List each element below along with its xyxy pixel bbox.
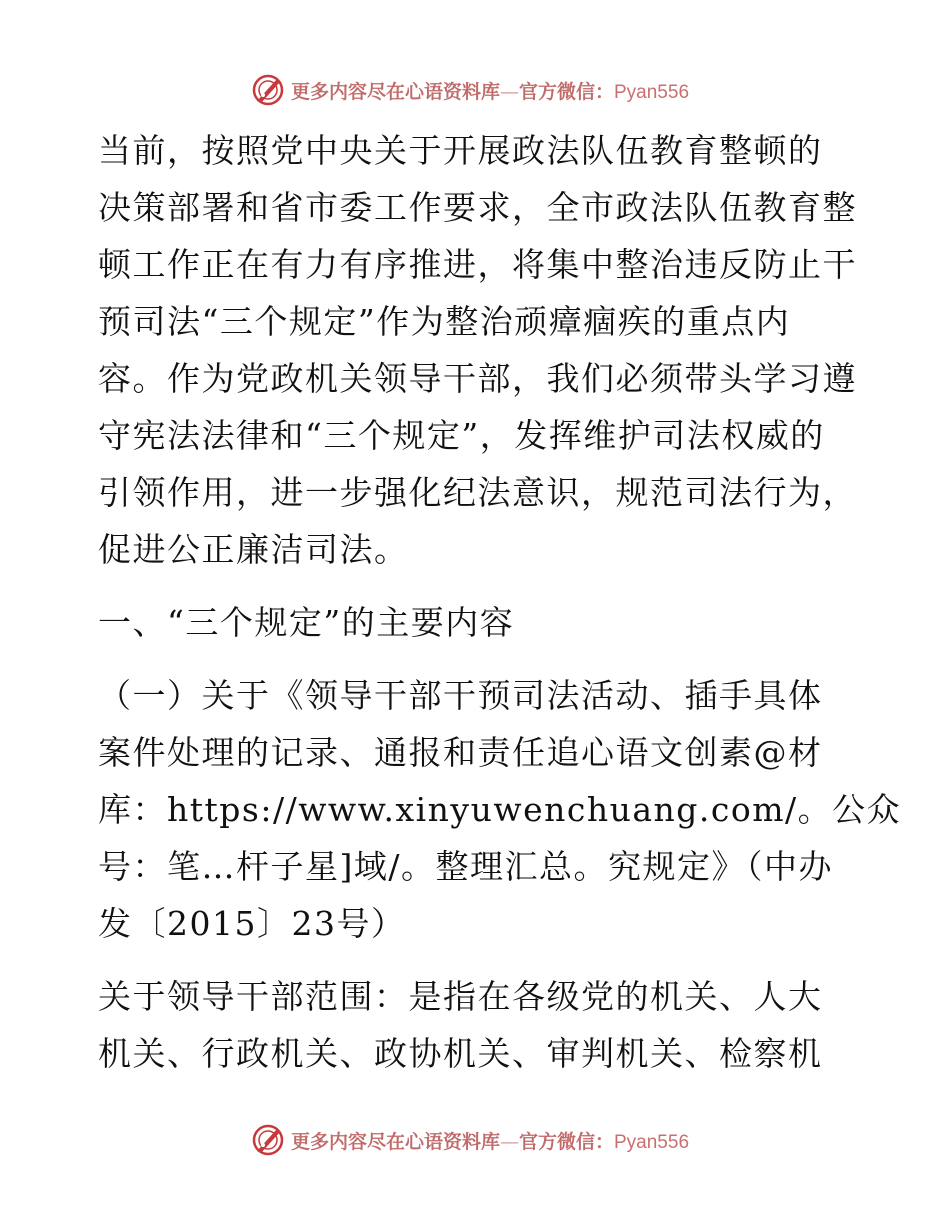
text-line: 当前，按照党中央关于开展政法队伍教育整顿的 [98,131,823,170]
banner-wechat-id: Pyan556 [614,81,690,103]
text-line: 关于领导干部范围：是指在各级党的机关、人大 [98,977,823,1016]
brush-logo-icon [251,1123,285,1157]
banner-site-text: 更多内容尽在心语资料库 [290,1130,500,1153]
text-line: 顿工作正在有力有序推进，将集中整治违反防止干 [98,245,857,284]
text-line: 决策部署和省市委工作要求，全市政法队伍教育整 [98,188,857,227]
banner-text [291,1127,689,1154]
paragraph-intro [98,122,858,578]
paragraph-leader-scope [98,968,858,1082]
text-line: 促进公正廉洁司法。 [98,530,409,569]
text-line: 机关、行政机关、政协机关、审判机关、检察机 [98,1034,823,1073]
banner-separator: — [499,80,519,103]
text-line: 库：https://www.xinyuwenchuang.com/。公众 [98,790,902,829]
banner-content [251,1123,689,1157]
section-heading [98,594,858,651]
banner-wechat-id: Pyan556 [614,1131,690,1153]
text-line: 案件处理的记录、通报和责任追心语文创素@材 [98,733,823,772]
banner-wechat-label: 官方微信： [518,80,614,103]
banner-site-text: 更多内容尽在心语资料库 [290,80,500,103]
heading-line: 一、“三个规定”的主要内容 [98,603,515,642]
paragraph-regulation-one [98,667,902,952]
banner-text [291,77,689,104]
banner-separator: — [499,1130,519,1153]
text-line: 容。作为党政机关领导干部，我们必须带头学习遵 [98,359,857,398]
text-line: 引领作用，进一步强化纪法意识，规范司法行为， [98,473,857,512]
text-line: 发〔2015〕23号） [98,904,406,943]
document-body [98,122,902,1082]
header-banner [0,70,950,110]
text-line: 守宪法法律和“三个规定”，发挥维护司法权威的 [98,416,825,455]
text-line: （一）关于《领导干部干预司法活动、插手具体 [98,676,823,715]
banner-wechat-label: 官方微信： [518,1130,614,1153]
text-line: 预司法“三个规定”作为整治顽瘴痼疾的重点内 [98,302,791,341]
banner-content [251,73,689,107]
footer-banner [0,1120,950,1160]
brush-logo-icon [251,73,285,107]
text-line: 号：笔…杆子星]域/。整理汇总。究规定》（中办 [98,847,833,886]
